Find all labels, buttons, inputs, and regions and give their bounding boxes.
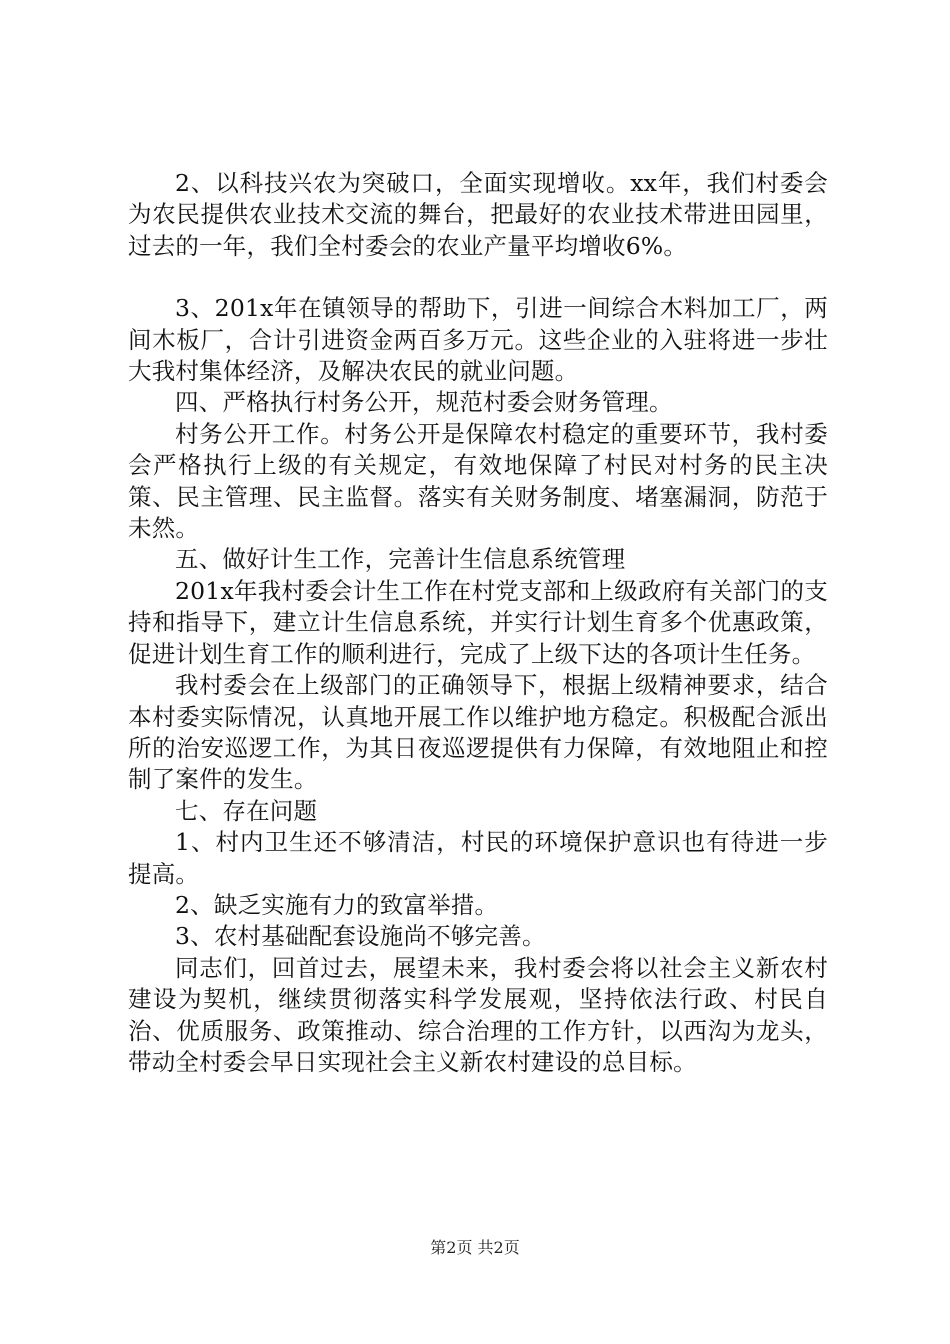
list-item: 2、缺乏实施有力的致富举措。 <box>175 890 499 919</box>
paragraph: 同志们，回首过去，展望未来，我村委会将以社会主义新农村建设为契机，继续贯彻落实科学发展观，坚持依法行政、村民自治、优质服务、政策推动、综合治理的工作方针，以西沟为龙头，带动全村委会早日实现社会主义新农村建设的总目标。 <box>128 953 828 1076</box>
list-item: 1、村内卫生还不够清洁，村民的环境保护意识也有待进一步提高。 <box>128 828 828 888</box>
paragraph: 我村委会在上级部门的正确领导下，根据上级精神要求，结合本村委实际情况，认真地开展工作以维护地方稳定。积极配合派出所的治安巡逻工作，为其日夜巡逻提供有力保障，有效地阻止和控制了案件的发生。 <box>128 671 828 794</box>
list-item: 3、农村基础配套设施尚不够完善。 <box>175 922 546 951</box>
paragraph: 201x年我村委会计生工作在村党支部和上级政府有关部门的支持和指导下，建立计生信息系统，并实行计划生育多个优惠政策，促进计划生育工作的顺利进行，完成了上级下达的各项计生任务。 <box>128 576 828 668</box>
section-heading: 四、严格执行村务公开，规范村委会财务管理。 <box>175 388 673 417</box>
section-heading: 五、做好计生工作，完善计生信息系统管理 <box>175 545 626 574</box>
document-body <box>128 168 828 1078</box>
paragraph: 2、以科技兴农为突破口，全面实现增收。xx年，我们村委会为农民提供农业技术交流的舞台，把最好的农业技术带进田园里，过去的一年，我们全村委会的农业产量平均增收6%。 <box>128 169 828 260</box>
paragraph: 村务公开工作。村务公开是保障农村稳定的重要环节，我村委会严格执行上级的有关规定，有效地保障了村民对村务的民主决策、民主管理、民主监督。落实有关财务制度、堵塞漏洞，防范于未然。 <box>128 419 828 543</box>
section-heading: 七、存在问题 <box>175 796 318 825</box>
page-number-footer: 第2页 共2页 <box>430 1238 520 1257</box>
paragraph: 3、201x年在镇领导的帮助下，引进一间综合木料加工厂，两间木板厂，合计引进资金两百多万元。这些企业的入驻将进一步壮大我村集体经济，及解决农民的就业问题。 <box>128 294 828 386</box>
